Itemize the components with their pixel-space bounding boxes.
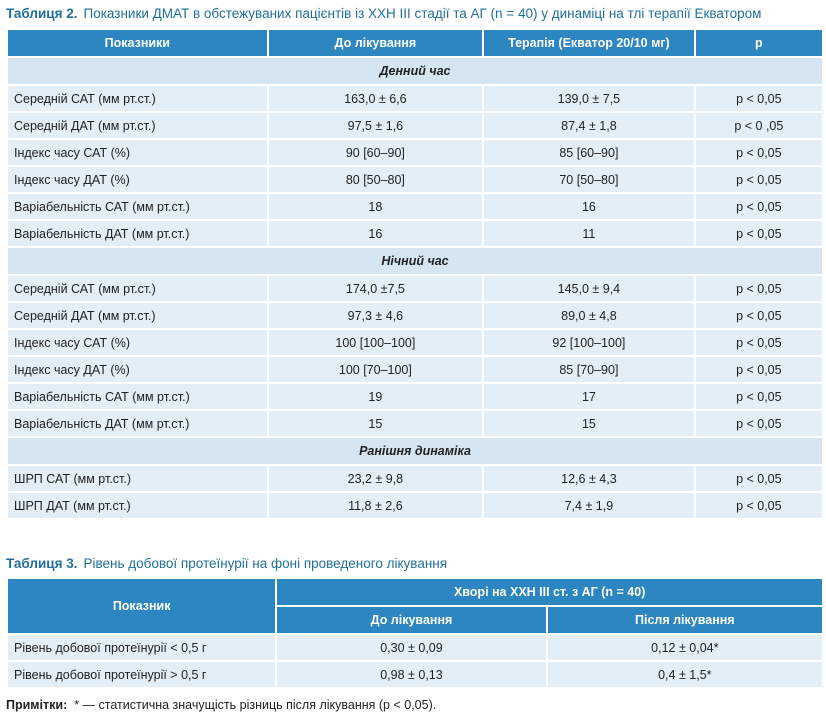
table-row xyxy=(8,466,822,491)
before-cell: 90 [60–90] xyxy=(269,140,483,165)
p-value-cell: p < 0,05 xyxy=(696,303,822,328)
section-row xyxy=(8,248,822,274)
table-row xyxy=(8,662,822,687)
table2-caption xyxy=(6,6,761,21)
before-cell: 80 [50–80] xyxy=(269,167,483,192)
table-row xyxy=(8,113,822,138)
therapy-cell: 145,0 ± 9,4 xyxy=(484,276,694,301)
therapy-cell: 7,4 ± 1,9 xyxy=(484,493,694,518)
p-value-cell: p < 0 ,05 xyxy=(696,113,822,138)
before-cell: 11,8 ± 2,6 xyxy=(269,493,483,518)
table3-notes xyxy=(6,698,436,712)
therapy-cell: 139,0 ± 7,5 xyxy=(484,86,694,111)
indicator-cell: Індекс часу САТ (%) xyxy=(8,330,267,355)
table2-header-therapy: Терапія (Екватор 20/10 мг) xyxy=(484,30,694,56)
table-row xyxy=(8,86,822,111)
table-row xyxy=(8,357,822,382)
table-row xyxy=(8,276,822,301)
p-value-cell: p < 0,05 xyxy=(696,86,822,111)
p-value-cell: p < 0,05 xyxy=(696,140,822,165)
indicator-cell: Індекс часу ДАТ (%) xyxy=(8,357,267,382)
therapy-cell: 85 [70–90] xyxy=(484,357,694,382)
table3-header-before: До лікування xyxy=(277,607,545,633)
indicator-cell: Варіабельність САТ (мм рт.ст.) xyxy=(8,384,267,409)
therapy-cell: 87,4 ± 1,8 xyxy=(484,113,694,138)
table2-body xyxy=(8,58,822,518)
indicator-cell: Рівень добової протеїнурії < 0,5 г xyxy=(8,635,275,660)
p-value-cell: p < 0,05 xyxy=(696,167,822,192)
indicator-cell: ШРП САТ (мм рт.ст.) xyxy=(8,466,267,491)
section-row xyxy=(8,58,822,84)
p-value-cell: p < 0,05 xyxy=(696,276,822,301)
before-cell: 15 xyxy=(269,411,483,436)
table2 xyxy=(6,28,824,520)
therapy-cell: 85 [60–90] xyxy=(484,140,694,165)
table2-header-before: До лікування xyxy=(269,30,483,56)
table2-title: Показники ДМАТ в обстежуваних пацієнтів із ХХН ІІІ стадії та АГ (n = 40) у динаміці на тлі терапії Екватором xyxy=(83,6,762,21)
before-cell: 16 xyxy=(269,221,483,246)
table-row xyxy=(8,384,822,409)
section-row xyxy=(8,438,822,464)
therapy-cell: 16 xyxy=(484,194,694,219)
therapy-cell: 15 xyxy=(484,411,694,436)
table3-caption xyxy=(6,556,447,571)
before-cell: 19 xyxy=(269,384,483,409)
indicator-cell: Індекс часу САТ (%) xyxy=(8,140,267,165)
p-value-cell: p < 0,05 xyxy=(696,330,822,355)
indicator-cell: Рівень добової протеїнурії > 0,5 г xyxy=(8,662,275,687)
before-cell: 23,2 ± 9,8 xyxy=(269,466,483,491)
indicator-cell: Варіабельність ДАТ (мм рт.ст.) xyxy=(8,411,267,436)
table3-header-after: Після лікування xyxy=(548,607,822,633)
table3 xyxy=(6,577,824,689)
indicator-cell: Варіабельність САТ (мм рт.ст.) xyxy=(8,194,267,219)
table3-body xyxy=(8,635,822,687)
after-cell: 0,12 ± 0,04* xyxy=(548,635,822,660)
indicator-cell: Варіабельність ДАТ (мм рт.ст.) xyxy=(8,221,267,246)
table-row xyxy=(8,635,822,660)
p-value-cell: p < 0,05 xyxy=(696,384,822,409)
indicator-cell: Індекс часу ДАТ (%) xyxy=(8,167,267,192)
table-row xyxy=(8,194,822,219)
therapy-cell: 11 xyxy=(484,221,694,246)
section-title: Денний час xyxy=(8,58,822,84)
table-row xyxy=(8,330,822,355)
table2-header-p: р xyxy=(696,30,822,56)
before-cell: 100 [100–100] xyxy=(269,330,483,355)
before-cell: 18 xyxy=(269,194,483,219)
table-row xyxy=(8,303,822,328)
before-cell: 97,5 ± 1,6 xyxy=(269,113,483,138)
notes-label: Примітки: xyxy=(6,698,68,712)
therapy-cell: 70 [50–80] xyxy=(484,167,694,192)
indicator-cell: Середній САТ (мм рт.ст.) xyxy=(8,276,267,301)
table-row xyxy=(8,411,822,436)
p-value-cell: p < 0,05 xyxy=(696,194,822,219)
therapy-cell: 89,0 ± 4,8 xyxy=(484,303,694,328)
table-row xyxy=(8,221,822,246)
table2-label: Таблиця 2. xyxy=(6,6,78,21)
p-value-cell: p < 0,05 xyxy=(696,221,822,246)
indicator-cell: Середній САТ (мм рт.ст.) xyxy=(8,86,267,111)
section-title: Ранішня динаміка xyxy=(8,438,822,464)
table-row xyxy=(8,140,822,165)
indicator-cell: ШРП ДАТ (мм рт.ст.) xyxy=(8,493,267,518)
p-value-cell: p < 0,05 xyxy=(696,493,822,518)
table2-header-indicators: Показники xyxy=(8,30,267,56)
before-cell: 0,98 ± 0,13 xyxy=(277,662,545,687)
p-value-cell: p < 0,05 xyxy=(696,466,822,491)
table-row xyxy=(8,167,822,192)
table3-header-indicator: Показник xyxy=(8,579,275,633)
table3-header-group: Хворі на ХХН ІІІ ст. з АГ (n = 40) xyxy=(277,579,822,605)
indicator-cell: Середній ДАТ (мм рт.ст.) xyxy=(8,113,267,138)
therapy-cell: 12,6 ± 4,3 xyxy=(484,466,694,491)
before-cell: 97,3 ± 4,6 xyxy=(269,303,483,328)
table3-title: Рівень добової протеїнурії на фоні проведеного лікування xyxy=(83,556,448,571)
after-cell: 0,4 ± 1,5* xyxy=(548,662,822,687)
before-cell: 174,0 ±7,5 xyxy=(269,276,483,301)
therapy-cell: 17 xyxy=(484,384,694,409)
p-value-cell: p < 0,05 xyxy=(696,411,822,436)
indicator-cell: Середній ДАТ (мм рт.ст.) xyxy=(8,303,267,328)
table-row xyxy=(8,493,822,518)
p-value-cell: p < 0,05 xyxy=(696,357,822,382)
before-cell: 0,30 ± 0,09 xyxy=(277,635,545,660)
table3-label: Таблиця 3. xyxy=(6,556,78,571)
notes-text: * — статистична значущість різниць після лікування (р < 0,05). xyxy=(74,698,437,712)
section-title: Нічний час xyxy=(8,248,822,274)
before-cell: 163,0 ± 6,6 xyxy=(269,86,483,111)
before-cell: 100 [70–100] xyxy=(269,357,483,382)
therapy-cell: 92 [100–100] xyxy=(484,330,694,355)
